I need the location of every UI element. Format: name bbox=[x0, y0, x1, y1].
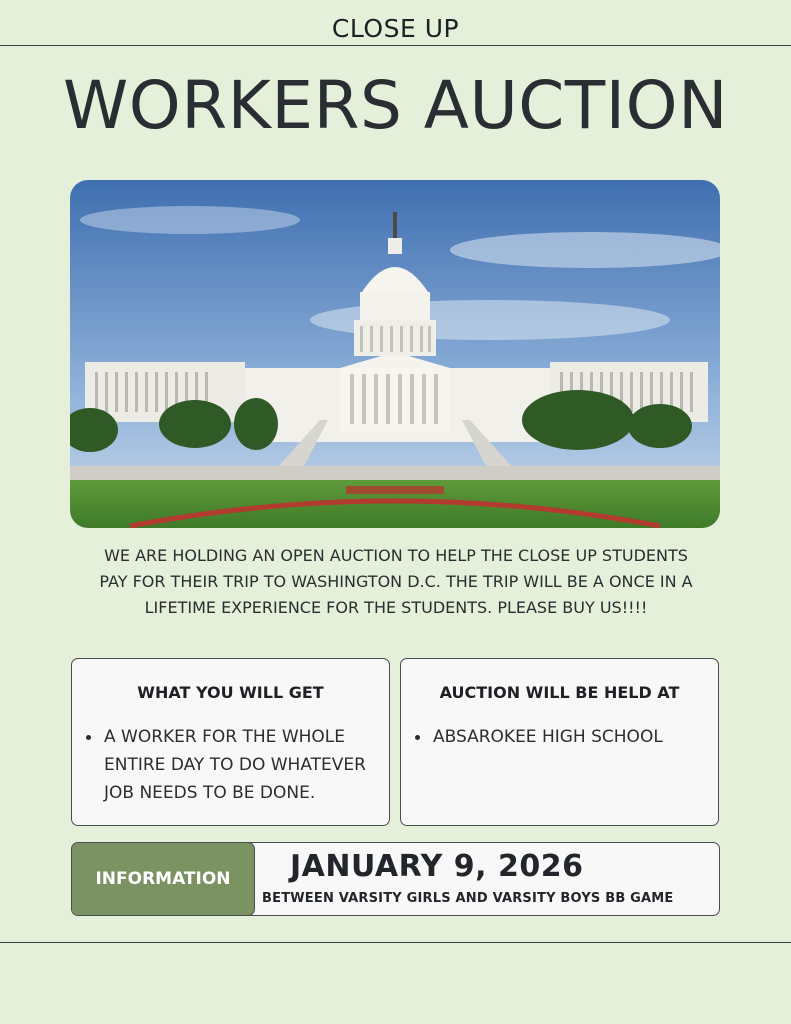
information-box bbox=[71, 842, 720, 916]
bullet-icon bbox=[415, 735, 420, 740]
what-you-get-heading: WHAT YOU WILL GET bbox=[137, 683, 324, 702]
list-item-text: ABSAROKEE HIGH SCHOOL bbox=[433, 727, 663, 747]
what-you-get-card bbox=[71, 658, 390, 826]
auction-location-heading: AUCTION WILL BE HELD AT bbox=[439, 683, 680, 702]
information-label: INFORMATION bbox=[71, 842, 255, 916]
auction-location-card bbox=[400, 658, 719, 826]
kicker-text: CLOSE UP bbox=[331, 14, 460, 43]
description-text: WE ARE HOLDING AN OPEN AUCTION TO HELP THE CLOSE UP STUDENTS PAY FOR THEIR TRIP TO WASHINGTON D.C. THE TRIP WILL BE A ONCE IN A LIFETIME EXPERIENCE FOR THE STUDENTS. PLEASE BUY US!!!! bbox=[99, 546, 693, 617]
list-item-text: A WORKER FOR THE WHOLE ENTIRE DAY TO DO WHATEVER JOB NEEDS TO BE DONE. bbox=[104, 727, 366, 803]
what-you-get-list bbox=[102, 723, 375, 807]
list-item bbox=[431, 723, 704, 751]
capitol-photo bbox=[70, 180, 720, 528]
top-divider bbox=[0, 45, 791, 46]
bottom-divider bbox=[0, 942, 791, 943]
event-detail: BETWEEN VARSITY GIRLS AND VARSITY BOYS BB GAME bbox=[262, 891, 674, 906]
auction-location-list bbox=[431, 723, 704, 751]
event-date: JANUARY 9, 2026 bbox=[290, 849, 584, 884]
list-item bbox=[102, 723, 375, 807]
page-title: WORKERS AUCTION bbox=[63, 67, 728, 144]
bullet-icon bbox=[86, 735, 91, 740]
